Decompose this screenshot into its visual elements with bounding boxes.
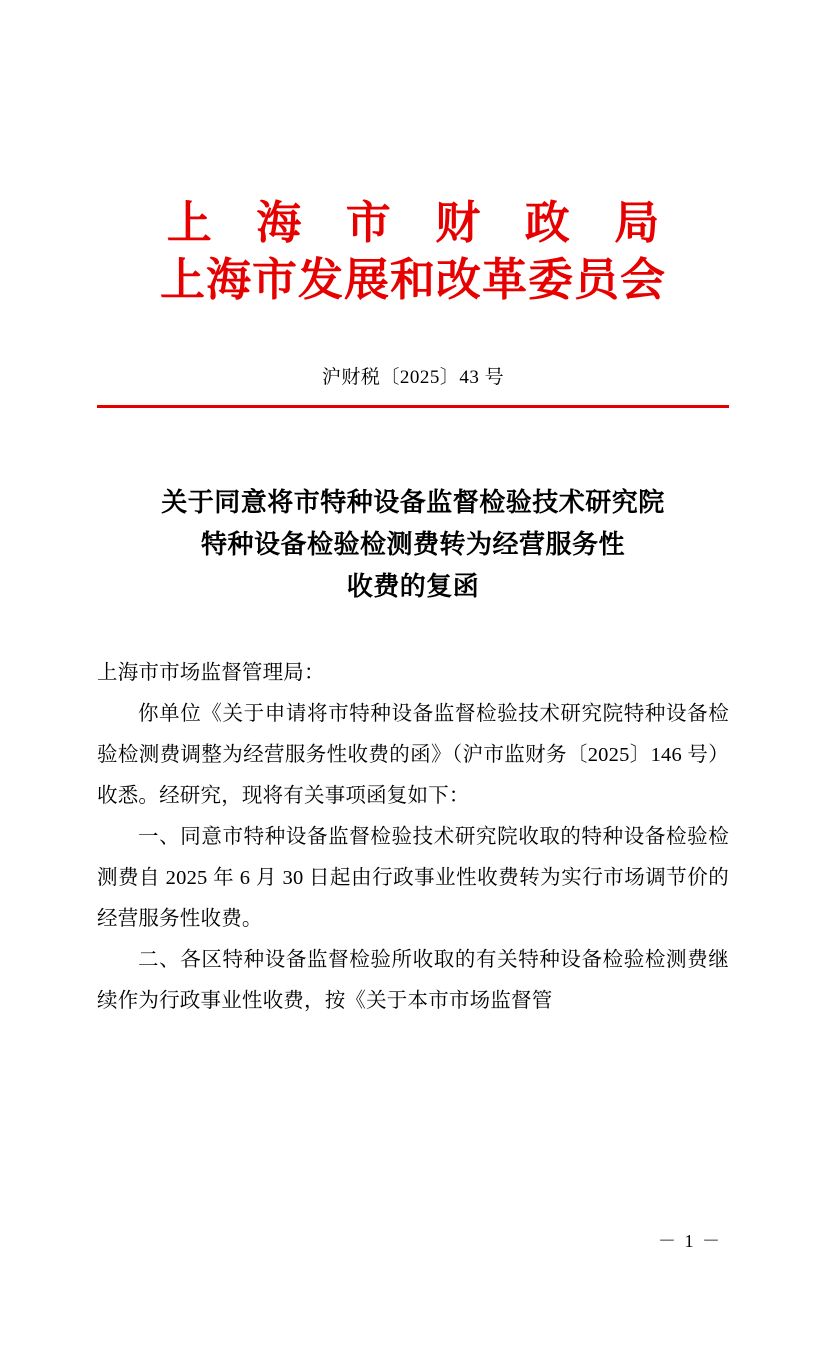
masthead [97,196,729,306]
body-recipient: 上海市市场监督管理局： [97,661,325,684]
body-paragraph-2: 一、同意市特种设备监督检验技术研究院收取的特种设备检验检测费自 2025 年 6 月 30 日起由行政事业性收费转为实行市场调节价的经营服务性收费。 [97,825,729,930]
page-title [97,482,729,608]
body-paragraph-1: 你单位《关于申请将市特种设备监督检验技术研究院特种设备检验检测费调整为经营服务性收费的函》（沪市监财务〔2025〕146 号）收悉。经研究，现将有关事项函复如下： [97,702,729,807]
body-paragraph-3: 二、各区特种设备监督检验所收取的有关特种设备检验检测费继续作为行政事业性收费，按《关于本市市场监督管 [97,948,729,1012]
document-number: 沪财税〔2025〕43 号 [321,367,505,389]
document-body [97,653,729,1022]
issuing-organization-line-2: 上海市发展和改革委员会 [159,254,666,306]
page-title-line-3: 收费的复函 [346,572,480,602]
page-title-line-1: 关于同意将市特种设备监督检验技术研究院 [161,488,665,518]
page-title-line-2: 特种设备检验检测费转为经营服务性 [200,530,625,560]
red-divider-rule [97,405,729,408]
page-number: － 1 － [658,1231,722,1251]
document-page [0,196,826,1365]
issuing-organization-line-1: 上 海 市 财 政 局 [166,197,676,248]
